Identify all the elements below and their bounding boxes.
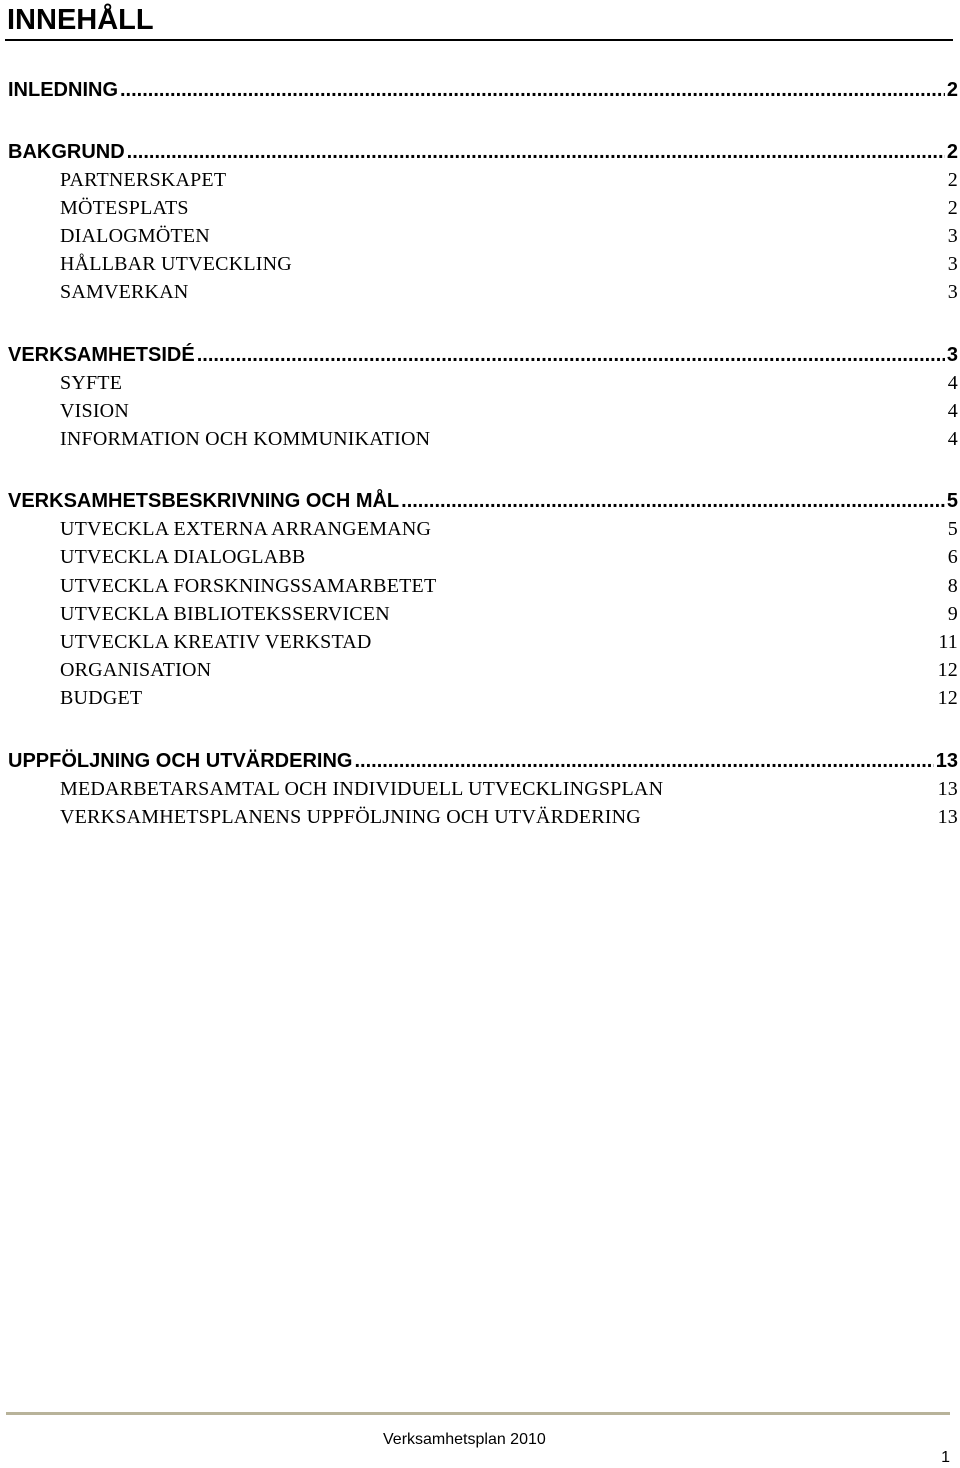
toc-subentry-vision[interactable] <box>60 398 958 424</box>
toc-entry-page: 13 <box>937 778 958 800</box>
toc-entry-page: 3 <box>947 253 958 275</box>
toc-entry-page: 5 <box>946 490 958 512</box>
toc-dot-leader <box>127 139 945 165</box>
toc-entry-title: HÅLLBAR UTVECKLING <box>60 253 292 275</box>
toc-subentry-externa-arrangemang[interactable] <box>60 516 958 542</box>
toc-entry-title: UTVECKLA DIALOGLABB <box>60 546 306 568</box>
toc-subentry-verksamhetsplanens-uppfoljning[interactable] <box>60 804 958 830</box>
toc-entry-page: 8 <box>947 575 958 597</box>
toc-subentry-medarbetarsamtal[interactable] <box>60 776 958 802</box>
toc-subentry-biblioteksservicen[interactable] <box>60 601 958 627</box>
toc-entry-title: UTVECKLA KREATIV VERKSTAD <box>60 631 372 653</box>
toc-entry-title: MÖTESPLATS <box>60 197 189 219</box>
toc-entry-title: UTVECKLA BIBLIOTEKSSERVICEN <box>60 603 390 625</box>
toc-subentry-dialoglabb[interactable] <box>60 544 958 570</box>
toc-entry-title: DIALOGMÖTEN <box>60 225 210 247</box>
toc-dot-leader <box>354 748 933 774</box>
toc-entry-page: 12 <box>937 687 958 709</box>
toc-entry-page: 9 <box>947 603 958 625</box>
toc-subentry-partnerskapet[interactable] <box>60 167 958 193</box>
toc-entry-title: UTVECKLA EXTERNA ARRANGEMANG <box>60 518 432 540</box>
heading-divider <box>5 39 953 41</box>
toc-entry-page: 6 <box>947 546 958 568</box>
toc-entry-page: 3 <box>947 281 958 303</box>
toc-entry-title: UPPFÖLJNING OCH UTVÄRDERING <box>8 750 353 772</box>
toc-entry-verksamhetside[interactable] <box>8 342 958 368</box>
toc-entry-page: 11 <box>938 631 958 653</box>
toc-subentry-budget[interactable] <box>60 685 958 711</box>
toc-entry-title: BUDGET <box>60 687 143 709</box>
toc-entry-bakgrund[interactable] <box>8 139 958 165</box>
toc-entry-page: 2 <box>946 79 958 101</box>
toc-entry-page: 2 <box>947 169 958 191</box>
toc-subentry-organisation[interactable] <box>60 657 958 683</box>
toc-entry-title: BAKGRUND <box>8 141 125 163</box>
toc-subentry-forskningssamarbetet[interactable] <box>60 573 958 599</box>
toc-subentry-information[interactable] <box>60 426 958 452</box>
toc-subentry-kreativ-verkstad[interactable] <box>60 629 958 655</box>
toc-dot-leader <box>401 488 945 514</box>
toc-entry-page: 4 <box>947 400 958 422</box>
toc-dot-leader <box>120 77 945 103</box>
toc-entry-title: VERKSAMHETSIDÉ <box>8 344 195 366</box>
toc-entry-page: 4 <box>947 428 958 450</box>
toc-entry-page: 2 <box>946 141 958 163</box>
toc-entry-page: 12 <box>937 659 958 681</box>
footer-page-number: 1 <box>941 1449 950 1466</box>
toc-entry-title: INFORMATION OCH KOMMUNIKATION <box>60 428 431 450</box>
toc-entry-page: 3 <box>947 225 958 247</box>
toc-subentry-dialogmoten[interactable] <box>60 223 958 249</box>
footer-divider <box>6 1412 950 1415</box>
toc-subentry-motesplats[interactable] <box>60 195 958 221</box>
toc-entry-title: UTVECKLA FORSKNINGSSAMARBETET <box>60 575 437 597</box>
toc-entry-verksamhetsbeskrivning[interactable] <box>8 488 958 514</box>
toc-entry-title: INLEDNING <box>8 79 118 101</box>
toc-entry-page: 5 <box>947 518 958 540</box>
toc-subentry-syfte[interactable] <box>60 370 958 396</box>
footer-document-title: Verksamhetsplan 2010 <box>383 1431 546 1448</box>
toc-entry-title: SAMVERKAN <box>60 281 189 303</box>
toc-entry-inledning[interactable] <box>8 77 958 103</box>
toc-entry-title: SYFTE <box>60 372 123 394</box>
toc-dot-leader <box>197 342 945 368</box>
toc-subentry-hallbar-utveckling[interactable] <box>60 251 958 277</box>
toc-entry-title: VISION <box>60 400 129 422</box>
toc-entry-title: PARTNERSKAPET <box>60 169 227 191</box>
toc-entry-title: VERKSAMHETSBESKRIVNING OCH MÅL <box>8 490 400 512</box>
toc-entry-page: 13 <box>937 806 958 828</box>
toc-entry-title: ORGANISATION <box>60 659 212 681</box>
toc-subentry-samverkan[interactable] <box>60 279 958 305</box>
toc-entry-page: 2 <box>947 197 958 219</box>
toc-entry-page: 13 <box>935 750 958 772</box>
toc-entry-uppfoljning[interactable] <box>8 748 958 774</box>
toc-entry-page: 3 <box>946 344 958 366</box>
toc-entry-title: VERKSAMHETSPLANENS UPPFÖLJNING OCH UTVÄRDERING <box>60 806 641 828</box>
toc-entry-title: MEDARBETARSAMTAL OCH INDIVIDUELL UTVECKLINGSPLAN <box>60 778 664 800</box>
toc-heading: INNEHÅLL <box>7 4 154 36</box>
toc-entry-page: 4 <box>947 372 958 394</box>
